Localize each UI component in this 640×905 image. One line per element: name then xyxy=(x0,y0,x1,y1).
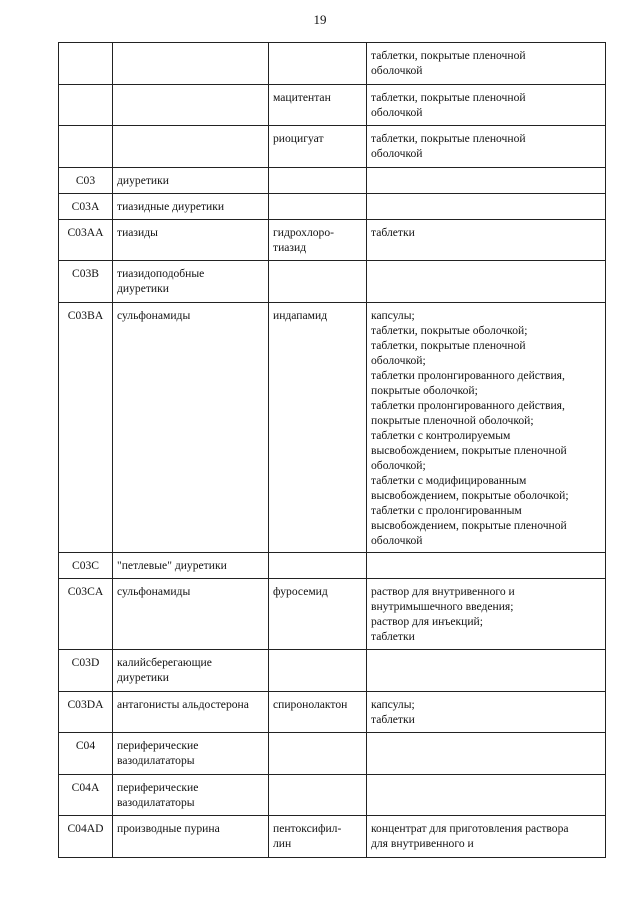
atc-code-cell: C03BA xyxy=(59,303,113,553)
dosage-form-cell xyxy=(367,168,606,194)
atc-code-cell xyxy=(59,43,113,85)
pharmacological-group-cell: диуретики xyxy=(113,168,269,194)
table-row xyxy=(59,775,606,816)
table-row xyxy=(59,553,606,579)
drug-name-cell xyxy=(269,168,367,194)
pharmacological-group-cell: калийсберегающие диуретики xyxy=(113,650,269,692)
table-row xyxy=(59,733,606,775)
atc-code-cell: C04AD xyxy=(59,816,113,858)
drug-name-cell: индапамид xyxy=(269,303,367,553)
dosage-form-cell xyxy=(367,553,606,579)
pharmacological-group-cell: тиазиды xyxy=(113,220,269,261)
drug-name-cell: гидрохлоро- тиазид xyxy=(269,220,367,261)
atc-code-cell: C04A xyxy=(59,775,113,816)
page-number: 19 xyxy=(313,12,327,27)
table-row xyxy=(59,194,606,220)
table-row xyxy=(59,168,606,194)
dosage-form-cell: таблетки, покрытые пленочной оболочкой xyxy=(367,85,606,126)
atc-code-cell: C03B xyxy=(59,261,113,303)
dosage-form-cell xyxy=(367,733,606,775)
table-body xyxy=(59,43,606,858)
atc-code-cell: C03AA xyxy=(59,220,113,261)
atc-code-cell: C04 xyxy=(59,733,113,775)
drug-name-cell: мацитентан xyxy=(269,85,367,126)
drug-name-cell xyxy=(269,775,367,816)
dosage-form-cell xyxy=(367,261,606,303)
pharmacological-group-cell: производные пурина xyxy=(113,816,269,858)
drug-name-cell xyxy=(269,650,367,692)
pharmacological-group-cell: сульфонамиды xyxy=(113,303,269,553)
table-row xyxy=(59,650,606,692)
atc-code-cell xyxy=(59,126,113,168)
dosage-form-cell xyxy=(367,194,606,220)
table-row xyxy=(59,43,606,85)
table-row xyxy=(59,579,606,650)
table-row xyxy=(59,692,606,733)
dosage-form-cell: таблетки, покрытые пленочной оболочкой xyxy=(367,43,606,85)
dosage-form-cell: концентрат для приготовления раствора для внутривенного и xyxy=(367,816,606,858)
drug-name-cell: риоцигуат xyxy=(269,126,367,168)
drug-name-cell: пентоксифил- лин xyxy=(269,816,367,858)
dosage-form-cell xyxy=(367,775,606,816)
atc-code-cell xyxy=(59,85,113,126)
pharmacological-group-cell: "петлевые" диуретики xyxy=(113,553,269,579)
pharmacological-group-cell: антагонисты альдостерона xyxy=(113,692,269,733)
dosage-form-cell: капсулы; таблетки, покрытые оболочкой; таблетки, покрытые пленочной оболочкой; таблетки пролонгированного действия, покрытые оболочкой; таблетки пролонгированного действия, покрытые пленочной оболочкой; таблетки с контролируемым высвобождением, покрытые пленочной оболочкой; таблетки с модифицированным высвобождением, покрытые оболочкой; таблетки с пролонгированным высвобождением, покрытые пленочной оболочкой xyxy=(367,303,606,553)
atc-code-cell: C03 xyxy=(59,168,113,194)
atc-code-cell: C03A xyxy=(59,194,113,220)
drug-list-table xyxy=(58,42,606,858)
table-row xyxy=(59,816,606,858)
table-row xyxy=(59,126,606,168)
table-row xyxy=(59,303,606,553)
pharmacological-group-cell xyxy=(113,43,269,85)
pharmacological-group-cell: сульфонамиды xyxy=(113,579,269,650)
atc-code-cell: C03C xyxy=(59,553,113,579)
pharmacological-group-cell xyxy=(113,85,269,126)
table-row xyxy=(59,85,606,126)
drug-name-cell xyxy=(269,43,367,85)
dosage-form-cell: раствор для внутривенного и внутримышечного введения; раствор для инъекций; таблетки xyxy=(367,579,606,650)
drug-name-cell xyxy=(269,261,367,303)
drug-name-cell xyxy=(269,194,367,220)
pharmacological-group-cell: тиазидоподобные диуретики xyxy=(113,261,269,303)
drug-name-cell: спиронолактон xyxy=(269,692,367,733)
dosage-form-cell xyxy=(367,650,606,692)
atc-code-cell: C03DA xyxy=(59,692,113,733)
drug-name-cell: фуросемид xyxy=(269,579,367,650)
pharmacological-group-cell: периферические вазодилататоры xyxy=(113,733,269,775)
atc-code-cell: C03D xyxy=(59,650,113,692)
atc-code-cell: C03CA xyxy=(59,579,113,650)
drug-name-cell xyxy=(269,553,367,579)
drug-name-cell xyxy=(269,733,367,775)
dosage-form-cell: капсулы; таблетки xyxy=(367,692,606,733)
dosage-form-cell: таблетки, покрытые пленочной оболочкой xyxy=(367,126,606,168)
pharmacological-group-cell: периферические вазодилататоры xyxy=(113,775,269,816)
table-row xyxy=(59,220,606,261)
dosage-form-cell: таблетки xyxy=(367,220,606,261)
pharmacological-group-cell xyxy=(113,126,269,168)
pharmacological-group-cell: тиазидные диуретики xyxy=(113,194,269,220)
table-row xyxy=(59,261,606,303)
